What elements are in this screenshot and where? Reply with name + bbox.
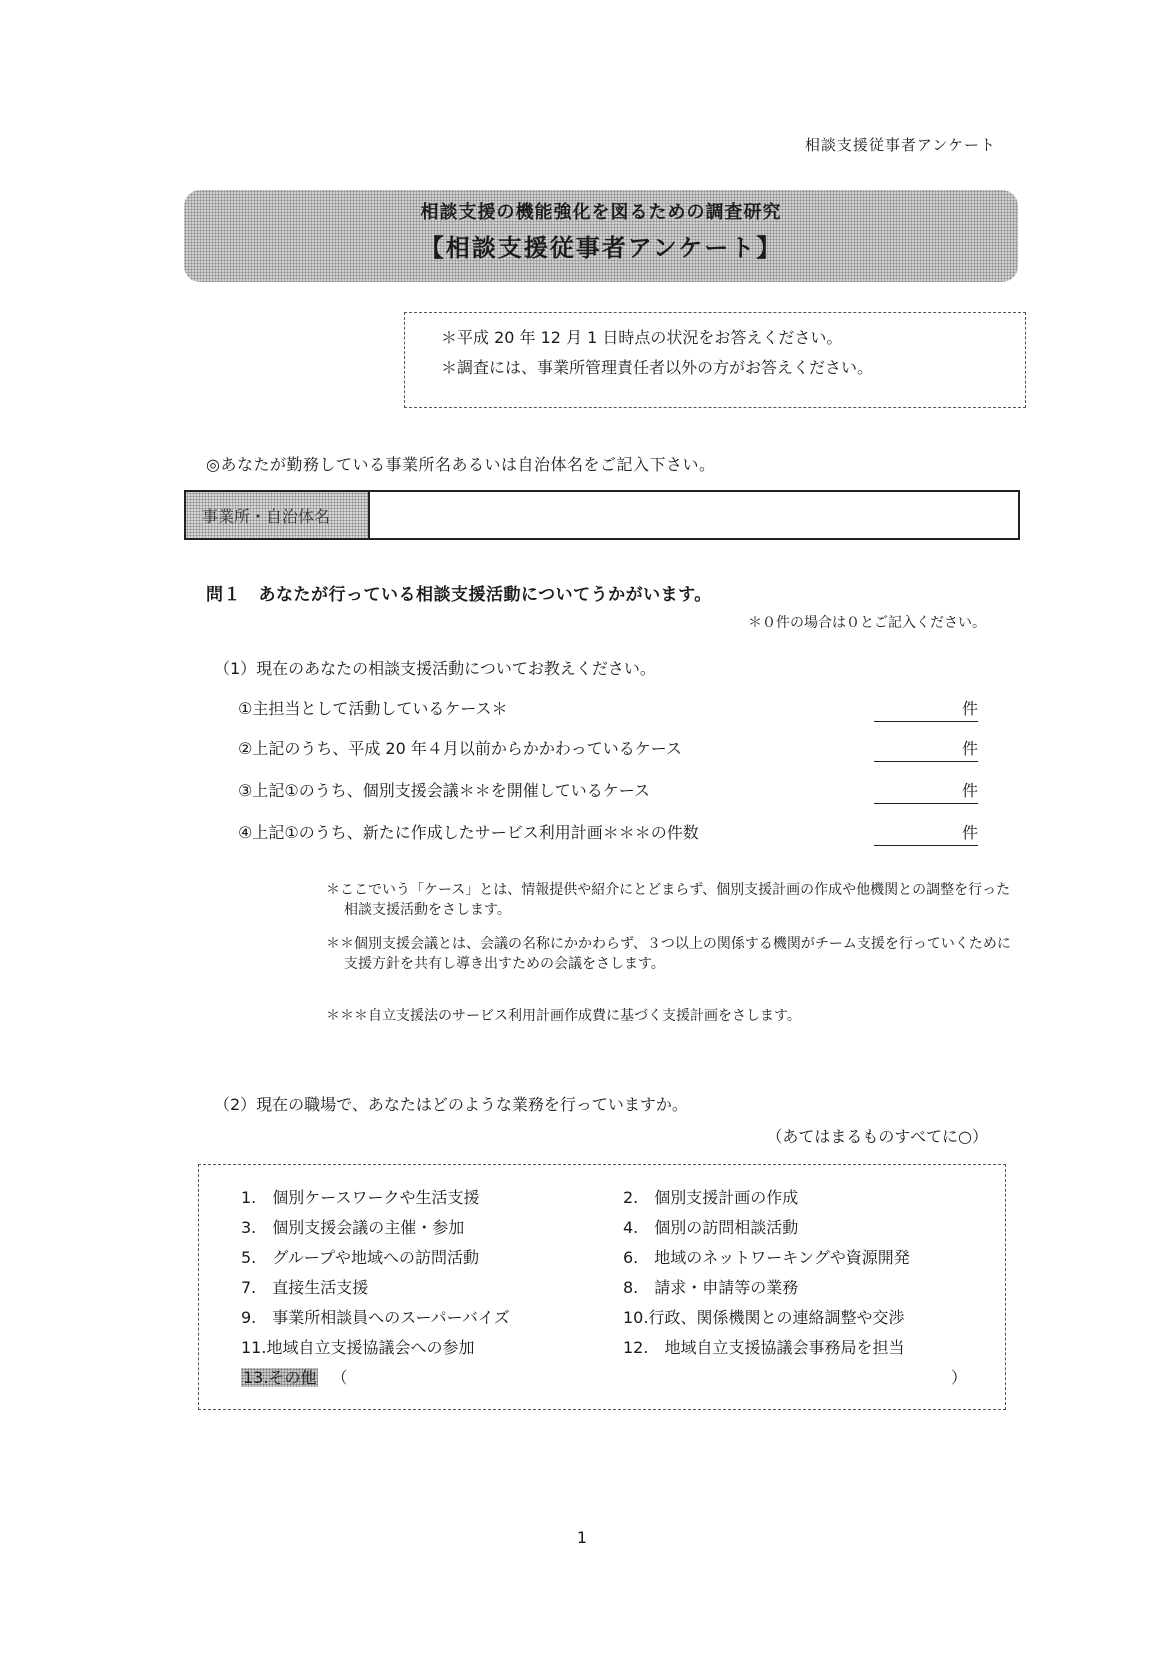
option-other-row <box>241 1365 348 1388</box>
case-count-label: ②上記のうち、平成 20 年４月以前からかかわっているケース <box>238 739 682 758</box>
workplace-field-label: 事業所・自治体名 <box>186 492 370 538</box>
case-count-label: ③上記①のうち、個別支援会議＊＊を開催しているケース <box>238 781 650 800</box>
option-item[interactable]: 1. 個別ケースワークや生活支援 <box>241 1188 480 1207</box>
case-count-row <box>238 736 978 764</box>
workplace-input[interactable] <box>370 492 1018 538</box>
unit-label: 件 <box>961 699 978 718</box>
notice-line1: ＊平成 20 年 12 月 1 日時点の状況をお答えください。 <box>441 328 843 347</box>
workplace-field <box>184 490 1020 540</box>
case-count-row <box>238 820 978 848</box>
footnote-support-meeting: ＊＊個別支援会議とは、会議の名称にかかわらず、３つ以上の関係する機関がチーム支援を行っていくために支援方針を共有し導き出すための会議をさします。 <box>326 936 1011 972</box>
option-item[interactable]: 5. グループや地域への訪問活動 <box>241 1248 479 1267</box>
page-number: 1 <box>576 1528 588 1547</box>
option-other-close-paren: ） <box>951 1368 968 1387</box>
notice-box <box>404 312 1026 408</box>
option-item[interactable]: 12. 地域自立支援協議会事務局を担当 <box>623 1338 905 1357</box>
document-header-label: 相談支援従事者アンケート <box>804 136 996 154</box>
option-item[interactable]: 4. 個別の訪問相談活動 <box>623 1218 799 1237</box>
option-other-open-paren: （ <box>331 1368 348 1387</box>
question1-sub2-title: （2）現在の職場で、あなたはどのような業務を行っていますか。 <box>214 1095 688 1114</box>
case-count-input[interactable] <box>874 736 978 762</box>
question1-note: ＊０件の場合は０とご記入ください。 <box>748 615 986 631</box>
survey-title-line2: 【相談支援従事者アンケート】 <box>419 234 783 262</box>
option-item[interactable]: 3. 個別支援会議の主催・参加 <box>241 1218 465 1237</box>
option-other-label[interactable]: 13.その他 <box>243 1368 317 1387</box>
option-item[interactable]: 10.行政、関係機関との連絡調整や交渉 <box>623 1308 905 1327</box>
case-count-label: ④上記①のうち、新たに作成したサービス利用計画＊＊＊の件数 <box>238 823 699 842</box>
case-count-row <box>238 696 978 724</box>
footnote-service-plan: ＊＊＊自立支援法のサービス利用計画作成費に基づく支援計画をさします。 <box>326 1008 801 1024</box>
option-item[interactable]: 11.地域自立支援協議会への参加 <box>241 1338 475 1357</box>
question1-sub2-note: （あてはまるものすべてに○） <box>766 1127 988 1146</box>
notice-line2: ＊調査には、事業所管理責任者以外の方がお答えください。 <box>441 358 874 377</box>
case-count-input[interactable] <box>874 696 978 722</box>
footnote-case: ＊ここでいう「ケース」とは、情報提供や紹介にとどまらず、個別支援計画の作成や他機関との調整を行った相談支援活動をさします。 <box>326 882 1011 918</box>
unit-label: 件 <box>961 823 978 842</box>
case-count-input[interactable] <box>874 820 978 846</box>
option-item[interactable]: 7. 直接生活支援 <box>241 1278 369 1297</box>
option-item[interactable]: 6. 地域のネットワーキングや資源開発 <box>623 1248 910 1267</box>
unit-label: 件 <box>961 781 978 800</box>
unit-label: 件 <box>961 739 978 758</box>
case-count-input[interactable] <box>874 778 978 804</box>
option-item[interactable]: 2. 個別支援計画の作成 <box>623 1188 799 1207</box>
workplace-prompt: ◎あなたが勤務している事業所名あるいは自治体名をご記入下さい。 <box>206 455 716 474</box>
option-item[interactable]: 8. 請求・申請等の業務 <box>623 1278 799 1297</box>
case-count-row <box>238 778 978 806</box>
option-item[interactable]: 9. 事業所相談員へのスーパーバイズ <box>241 1308 510 1327</box>
question1-sub1-title: （1）現在のあなたの相談支援活動についてお教えください。 <box>214 659 656 678</box>
duties-options-box <box>198 1164 1006 1410</box>
survey-title-line1: 相談支援の機能強化を図るための調査研究 <box>420 202 782 223</box>
case-count-label: ①主担当として活動しているケース＊ <box>238 699 508 718</box>
question1-title: 問１ あなたが行っている相談支援活動についてうかがいます。 <box>206 585 712 605</box>
survey-title-box <box>184 190 1018 282</box>
